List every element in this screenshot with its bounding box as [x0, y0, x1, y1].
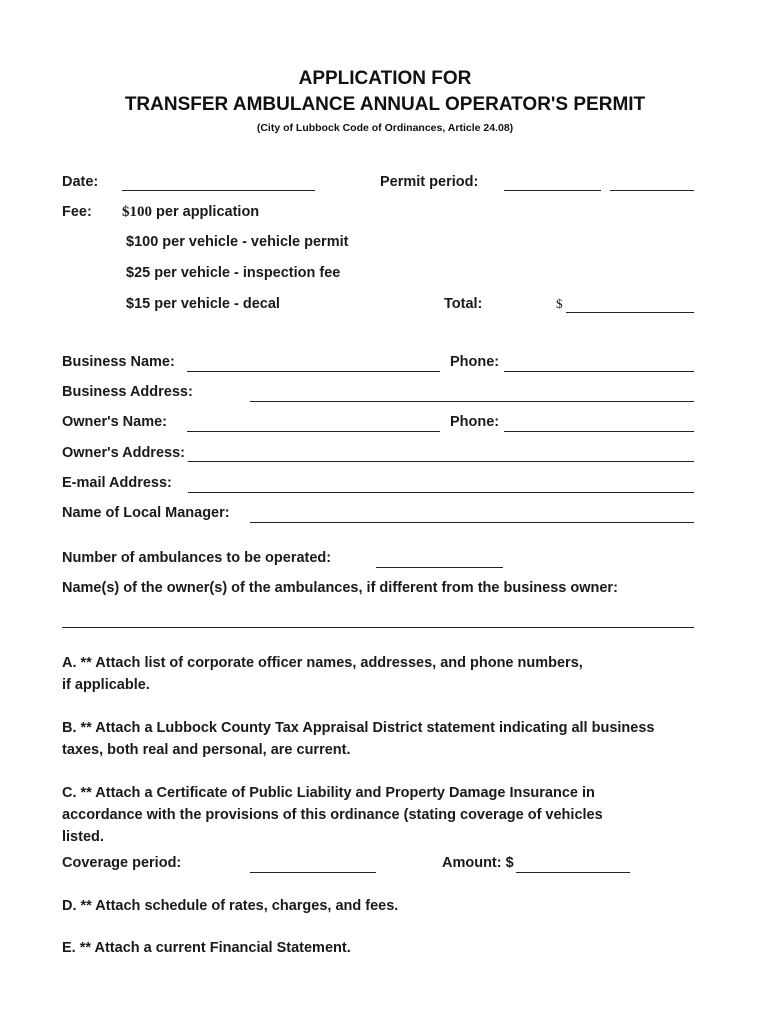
permit-period-end-field[interactable] [610, 190, 694, 191]
attachment-b [62, 717, 654, 761]
ambulance-owners-label: Name(s) of the owner(s) of the ambulances, if different from the business owner: [62, 580, 618, 596]
attachment-e: E. ** Attach a current Financial Statement. [62, 940, 351, 956]
permit-period-start-field[interactable] [504, 190, 601, 191]
attachment-c-line1: C. ** Attach a Certificate of Public Liability and Property Damage Insurance in [62, 785, 595, 801]
fee-decal: $15 per vehicle - decal [126, 296, 280, 312]
fee-application-text: per application [156, 204, 260, 220]
permit-period-label: Permit period: [380, 174, 479, 190]
business-phone-field[interactable] [504, 371, 694, 372]
attachment-a-line1: A. ** Attach list of corporate officer names, addresses, and phone numbers, [62, 655, 583, 671]
business-name-field[interactable] [187, 371, 440, 372]
coverage-period-field[interactable] [250, 872, 376, 873]
business-address-label: Business Address: [62, 384, 193, 400]
attachment-c-line2: accordance with the provisions of this ordinance (stating coverage of vehicles [62, 807, 603, 823]
owners-address-field[interactable] [188, 461, 694, 462]
attachment-d: D. ** Attach schedule of rates, charges, and fees. [62, 898, 399, 914]
total-label: Total: [444, 296, 483, 312]
attachment-a-line2: if applicable. [62, 677, 150, 693]
total-field[interactable] [566, 312, 694, 313]
fee-application-line [122, 204, 259, 221]
attachment-a [62, 652, 583, 696]
business-name-label: Business Name: [62, 354, 175, 370]
owners-address-label: Owner's Address: [62, 445, 185, 461]
fee-label: Fee: [62, 204, 92, 220]
amount-label: Amount: $ [442, 855, 514, 871]
owners-name-label: Owner's Name: [62, 414, 167, 430]
email-field[interactable] [188, 492, 694, 493]
local-manager-field[interactable] [250, 522, 694, 523]
business-address-field[interactable] [250, 401, 694, 402]
phone-label-1: Phone: [450, 354, 500, 370]
phone-label-2: Phone: [450, 414, 500, 430]
attachment-b-line2: taxes, both real and personal, are current. [62, 742, 351, 758]
num-ambulances-field[interactable] [376, 567, 503, 568]
total-currency: $ [556, 296, 563, 311]
owners-name-field[interactable] [187, 431, 440, 432]
amount-field[interactable] [516, 872, 630, 873]
form-title-line1: APPLICATION FOR [298, 68, 472, 89]
date-field[interactable] [122, 190, 315, 191]
local-manager-label: Name of Local Manager: [62, 505, 230, 521]
owners-phone-field[interactable] [504, 431, 694, 432]
email-label: E-mail Address: [62, 475, 172, 491]
coverage-period-label: Coverage period: [62, 855, 182, 871]
form-subtitle: (City of Lubbock Code of Ordinances, Article 24.08) [256, 122, 514, 134]
ambulance-owners-field[interactable] [62, 627, 694, 628]
fee-vehicle-permit: $100 per vehicle - vehicle permit [126, 234, 349, 250]
attachment-c [62, 782, 603, 848]
num-ambulances-label: Number of ambulances to be operated: [62, 550, 332, 566]
date-label: Date: [62, 174, 99, 190]
attachment-c-line3: listed. [62, 829, 104, 845]
form-title-line2: TRANSFER AMBULANCE ANNUAL OPERATOR'S PERMIT [124, 94, 646, 115]
fee-application-amount: $100 [122, 204, 152, 220]
attachment-b-line1: B. ** Attach a Lubbock County Tax Appraisal District statement indicating all business [62, 720, 655, 736]
fee-inspection: $25 per vehicle - inspection fee [126, 265, 341, 281]
